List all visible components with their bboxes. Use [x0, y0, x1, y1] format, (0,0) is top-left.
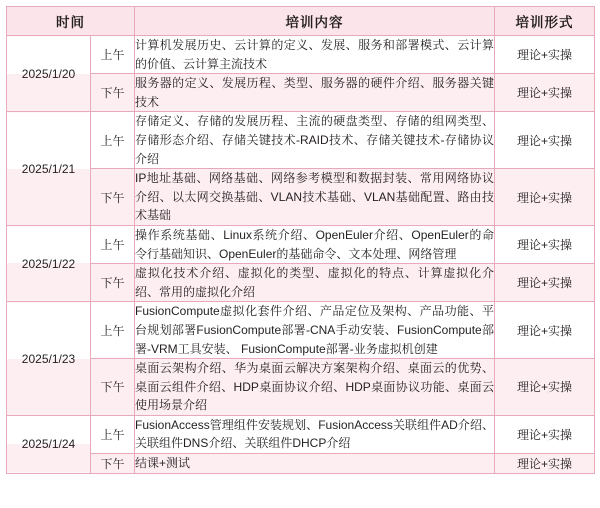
table-row: [7, 454, 595, 474]
table-body: [7, 36, 595, 474]
form-cell: 理论+实操: [495, 74, 595, 112]
half-day-cell: 上午: [91, 302, 135, 359]
header-row: [7, 7, 595, 36]
form-cell: 理论+实操: [495, 169, 595, 226]
table-header: [7, 7, 595, 36]
half-day-cell: 下午: [91, 359, 135, 416]
table-row: [7, 112, 595, 169]
half-day-cell: 下午: [91, 454, 135, 474]
form-cell: 理论+实操: [495, 302, 595, 359]
half-day-cell: 上午: [91, 415, 135, 453]
table-row: [7, 36, 595, 74]
content-cell: 服务器的定义、发展历程、类型、服务器的硬件介绍、服务器关键技术: [135, 74, 495, 112]
content-cell: 计算机发展历史、云计算的定义、发展、服务和部署模式、云计算的价值、云计算主流技术: [135, 36, 495, 74]
half-day-cell: 下午: [91, 264, 135, 302]
content-cell: 存储定义、存储的发展历程、主流的硬盘类型、存储的组网类型、存储形态介绍、存储关键技术-RAID技术、存储关键技术-存储协议介绍: [135, 112, 495, 169]
date-cell: 2025/1/24: [7, 415, 91, 473]
column-header-time: 时间: [7, 7, 135, 36]
content-cell: 结课+测试: [135, 454, 495, 474]
date-cell: 2025/1/20: [7, 36, 91, 112]
form-cell: 理论+实操: [495, 454, 595, 474]
table-row: [7, 74, 595, 112]
half-day-cell: 上午: [91, 112, 135, 169]
content-cell: 操作系统基础、Linux系统介绍、OpenEuler介绍、OpenEuler的命令行基础知识、OpenEuler的基础命令、文本处理、网络管理: [135, 225, 495, 263]
date-cell: 2025/1/21: [7, 112, 91, 226]
column-header-content: 培训内容: [135, 7, 495, 36]
content-cell: 虚拟化技术介绍、虚拟化的类型、虚拟化的特点、计算虚拟化介绍、常用的虚拟化介绍: [135, 264, 495, 302]
half-day-cell: 下午: [91, 169, 135, 226]
table-row: [7, 225, 595, 263]
content-cell: 桌面云架构介绍、华为桌面云解决方案架构介绍、桌面云的优势、桌面云组件介绍、HDP桌面协议介绍、HDP桌面协议功能、桌面云使用场景介绍: [135, 359, 495, 416]
form-cell: 理论+实操: [495, 264, 595, 302]
table-row: [7, 302, 595, 359]
form-cell: 理论+实操: [495, 359, 595, 416]
table-row: [7, 415, 595, 453]
table-row: [7, 264, 595, 302]
half-day-cell: 上午: [91, 36, 135, 74]
half-day-cell: 上午: [91, 225, 135, 263]
form-cell: 理论+实操: [495, 415, 595, 453]
content-cell: FusionAccess管理组件安装规划、FusionAccess关联组件AD介绍、关联组件DNS介绍、关联组件DHCP介绍: [135, 415, 495, 453]
content-cell: IP地址基础、网络基础、网络参考模型和数据封装、常用网络协议介绍、以太网交换基础、VLAN技术基础、VLAN基础配置、路由技术基础: [135, 169, 495, 226]
date-cell: 2025/1/23: [7, 302, 91, 416]
content-cell: FusionCompute虚拟化套件介绍、产品定位及架构、产品功能、平台规划部署FusionCompute部署-CNA手动安装、FusionCompute部署-VRM工具安装、 FusionCompute部署-业务虚拟机创建: [135, 302, 495, 359]
form-cell: 理论+实操: [495, 225, 595, 263]
table-row: [7, 169, 595, 226]
half-day-cell: 下午: [91, 74, 135, 112]
training-schedule-table: [6, 6, 595, 474]
table-row: [7, 359, 595, 416]
column-header-form: 培训形式: [495, 7, 595, 36]
date-cell: 2025/1/22: [7, 225, 91, 301]
form-cell: 理论+实操: [495, 112, 595, 169]
form-cell: 理论+实操: [495, 36, 595, 74]
